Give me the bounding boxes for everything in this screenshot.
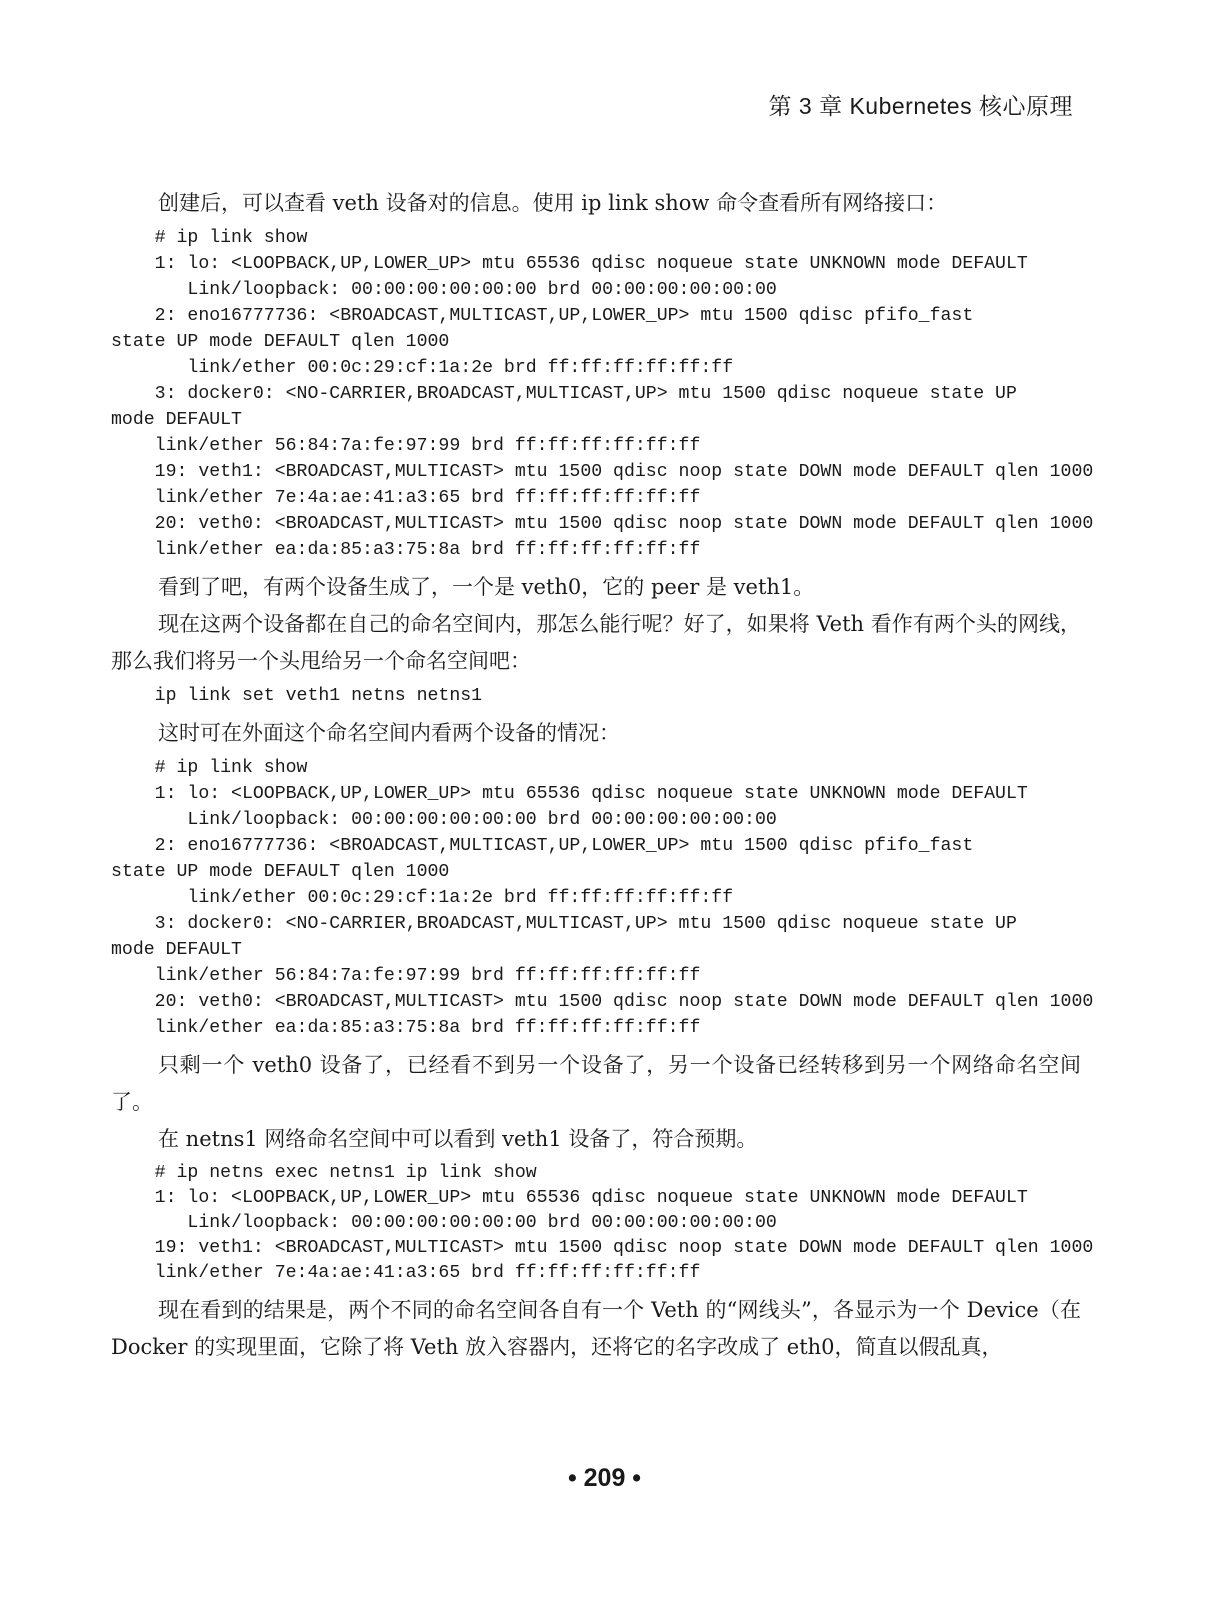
code-line: link/ether 7e:4a:ae:41:a3:65 brd ff:ff:ff:ff:ff:ff (111, 1263, 701, 1283)
paragraph-netns1-veth1: 在 netns1 网络命名空间中可以看到 veth1 设备了，符合预期。 (158, 1127, 758, 1151)
code-line: link/ether 7e:4a:ae:41:a3:65 brd ff:ff:ff:ff:ff:ff (111, 488, 701, 508)
code-line: 1: lo: <LOOPBACK,UP,LOWER_UP> mtu 65536 qdisc noqueue state UNKNOWN mode DEFAULT (111, 254, 1028, 274)
code-line: # ip netns exec netns1 ip link show (111, 1163, 537, 1183)
chapter-header: 第 3 章 Kubernetes 核心原理 (768, 93, 1073, 119)
code-line: 2: eno16777736: <BROADCAST,MULTICAST,UP,LOWER_UP> mtu 1500 qdisc pfifo_fast (111, 836, 974, 856)
code-line: state UP mode DEFAULT qlen 1000 (111, 332, 450, 352)
code-line: Link/loopback: 00:00:00:00:00:00 brd 00:00:00:00:00:00 (111, 280, 777, 300)
paragraph-move-peer: 现在这两个设备都在自己的命名空间内，那怎么能行呢？好了，如果将 Veth 看作有两个头的网线，那么我们将另一个头甩给另一个命名空间吧： (111, 612, 1081, 673)
code-line: state UP mode DEFAULT qlen 1000 (111, 862, 450, 882)
code-line: link/ether 56:84:7a:fe:97:99 brd ff:ff:ff:ff:ff:ff (111, 966, 701, 986)
code-block-netns-exec (111, 1161, 1094, 1286)
code-line: link/ether 00:0c:29:cf:1a:2e brd ff:ff:ff:ff:ff:ff (111, 888, 734, 908)
paragraph-only-veth0: 只剩一个 veth0 设备了，已经看不到另一个设备了，另一个设备已经转移到另一个网络命名空间了。 (111, 1053, 1081, 1114)
code-line: 1: lo: <LOOPBACK,UP,LOWER_UP> mtu 65536 qdisc noqueue state UNKNOWN mode DEFAULT (111, 1188, 1028, 1208)
code-line: Link/loopback: 00:00:00:00:00:00 brd 00:00:00:00:00:00 (111, 810, 777, 830)
paragraph-outside-namespace: 这时可在外面这个命名空间内看两个设备的情况： (158, 721, 620, 745)
code-line: mode DEFAULT (111, 410, 242, 430)
code-line: link/ether ea:da:85:a3:75:8a brd ff:ff:ff:ff:ff:ff (111, 1018, 701, 1038)
code-line: 20: veth0: <BROADCAST,MULTICAST> mtu 1500 qdisc noop state DOWN mode DEFAULT qlen 1000 (111, 514, 1094, 534)
code-line: 20: veth0: <BROADCAST,MULTICAST> mtu 1500 qdisc noop state DOWN mode DEFAULT qlen 1000 (111, 992, 1094, 1012)
code-block-ip-link-show-1 (111, 225, 1094, 563)
code-line: link/ether ea:da:85:a3:75:8a brd ff:ff:ff:ff:ff:ff (111, 540, 701, 560)
code-line: 3: docker0: <NO-CARRIER,BROADCAST,MULTICAST,UP> mtu 1500 qdisc noqueue state UP (111, 384, 1017, 404)
page-number: • 209 • (567, 1464, 642, 1492)
code-line: 3: docker0: <NO-CARRIER,BROADCAST,MULTICAST,UP> mtu 1500 qdisc noqueue state UP (111, 914, 1017, 934)
paragraph-result: 现在看到的结果是，两个不同的命名空间各自有一个 Veth 的“网线头”，各显示为一个 Device（在 Docker 的实现里面，它除了将 Veth 放入容器内，还将它的名字改成了 eth0，简直以假乱真， (111, 1298, 1088, 1359)
code-line: 2: eno16777736: <BROADCAST,MULTICAST,UP,LOWER_UP> mtu 1500 qdisc pfifo_fast (111, 306, 974, 326)
code-line: link/ether 00:0c:29:cf:1a:2e brd ff:ff:ff:ff:ff:ff (111, 358, 734, 378)
code-line: 19: veth1: <BROADCAST,MULTICAST> mtu 1500 qdisc noop state DOWN mode DEFAULT qlen 1000 (111, 1238, 1094, 1258)
paragraph-two-devices: 看到了吧，有两个设备生成了，一个是 veth0，它的 peer 是 veth1。 (158, 575, 815, 599)
code-line: mode DEFAULT (111, 940, 242, 960)
paragraph-veth-info: 创建后，可以查看 veth 设备对的信息。使用 ip link show 命令查看所有网络接口： (158, 191, 948, 215)
code-line: 19: veth1: <BROADCAST,MULTICAST> mtu 1500 qdisc noop state DOWN mode DEFAULT qlen 1000 (111, 462, 1094, 482)
code-line: link/ether 56:84:7a:fe:97:99 brd ff:ff:ff:ff:ff:ff (111, 436, 701, 456)
code-line: Link/loopback: 00:00:00:00:00:00 brd 00:00:00:00:00:00 (111, 1213, 777, 1233)
code-line: 1: lo: <LOOPBACK,UP,LOWER_UP> mtu 65536 qdisc noqueue state UNKNOWN mode DEFAULT (111, 784, 1028, 804)
code-block-ip-link-show-2 (111, 755, 1094, 1041)
page-body (111, 185, 1094, 1366)
code-block-set-netns (111, 683, 1081, 709)
code-line: # ip link show (111, 228, 308, 248)
code-line: # ip link show (111, 758, 308, 778)
code-line: ip link set veth1 netns netns1 (111, 686, 483, 706)
